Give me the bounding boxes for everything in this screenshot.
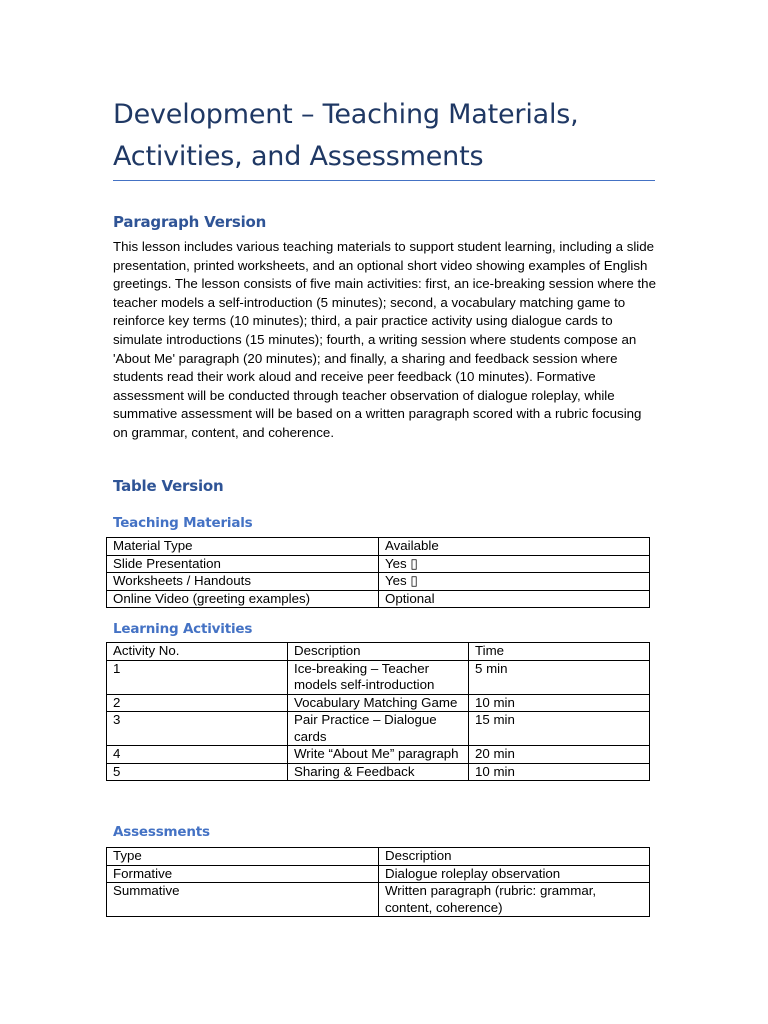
table-cell: 2 xyxy=(107,694,288,712)
header-cell: Activity No. xyxy=(107,643,288,661)
table-row xyxy=(107,763,650,781)
title-underline xyxy=(113,180,655,181)
table-cell: Yes ▯ xyxy=(379,555,650,573)
table-cell: Formative xyxy=(107,865,379,883)
table-cell: Worksheets / Handouts xyxy=(107,573,379,591)
table-cell: Optional xyxy=(379,590,650,608)
learning-activities-table xyxy=(106,642,650,781)
table-cell: 3 xyxy=(107,712,288,746)
table-cell: 20 min xyxy=(469,746,650,764)
header-cell: Type xyxy=(107,848,379,866)
table-row xyxy=(107,660,650,694)
assessments-heading: Assessments xyxy=(113,824,210,840)
table-cell: Write “About Me” paragraph xyxy=(288,746,469,764)
table-row xyxy=(107,555,650,573)
table-cell: 15 min xyxy=(469,712,650,746)
table-header-row xyxy=(107,848,650,866)
table-row xyxy=(107,590,650,608)
table-row xyxy=(107,746,650,764)
table-row xyxy=(107,712,650,746)
header-cell: Available xyxy=(379,538,650,556)
table-cell: 5 min xyxy=(469,660,650,694)
table-version-heading: Table Version xyxy=(113,477,224,495)
table-cell: 4 xyxy=(107,746,288,764)
paragraph-body: This lesson includes various teaching materials to support student learning, including a slide presentation, printed worksheets, and an optional short video showing examples of English greetings. The lesson consists of five main activities: first, an ice-breaking session where the teacher models a self-introduction (5 minutes); second, a vocabulary matching game to reinforce key terms (10 minutes); third, a pair practice activity using dialogue cards to simulate introductions (15 minutes); fourth, a writing session where students compose an 'About Me' paragraph (20 minutes); and finally, a sharing and feedback session where students read their work aloud and receive peer feedback (10 minutes). Formative assessment will be conducted through teacher observation of dialogue roleplay, while summative assessment will be based on a written paragraph scored with a rubric focusing on grammar, content, and coherence. xyxy=(113,239,656,440)
table-cell: 5 xyxy=(107,763,288,781)
header-cell: Time xyxy=(469,643,650,661)
table-cell: Vocabulary Matching Game xyxy=(288,694,469,712)
table-cell: Online Video (greeting examples) xyxy=(107,590,379,608)
teaching-materials-heading: Teaching Materials xyxy=(113,515,253,531)
paragraph-version-heading: Paragraph Version xyxy=(113,213,267,231)
table-cell: 1 xyxy=(107,660,288,694)
assessments-table xyxy=(106,847,650,917)
table-cell: Summative xyxy=(107,883,379,917)
table-cell: Sharing & Feedback xyxy=(288,763,469,781)
table-header-row xyxy=(107,643,650,661)
header-cell: Description xyxy=(379,848,650,866)
learning-activities-heading: Learning Activities xyxy=(113,621,253,637)
table-row xyxy=(107,883,650,917)
table-cell: 10 min xyxy=(469,763,650,781)
table-cell: Pair Practice – Dialogue cards xyxy=(288,712,469,746)
table-row xyxy=(107,865,650,883)
table-cell: Slide Presentation xyxy=(107,555,379,573)
table-cell: 10 min xyxy=(469,694,650,712)
table-header-row xyxy=(107,538,650,556)
table-cell: Ice-breaking – Teacher models self-introduction xyxy=(288,660,469,694)
document-title: Development – Teaching Materials, Activities, and Assessments xyxy=(113,99,579,172)
table-cell: Written paragraph (rubric: grammar, content, coherence) xyxy=(379,883,650,917)
header-cell: Description xyxy=(288,643,469,661)
teaching-materials-table xyxy=(106,537,650,608)
table-cell: Dialogue roleplay observation xyxy=(379,865,650,883)
table-row xyxy=(107,694,650,712)
table-cell: Yes ▯ xyxy=(379,573,650,591)
header-cell: Material Type xyxy=(107,538,379,556)
table-row xyxy=(107,573,650,591)
